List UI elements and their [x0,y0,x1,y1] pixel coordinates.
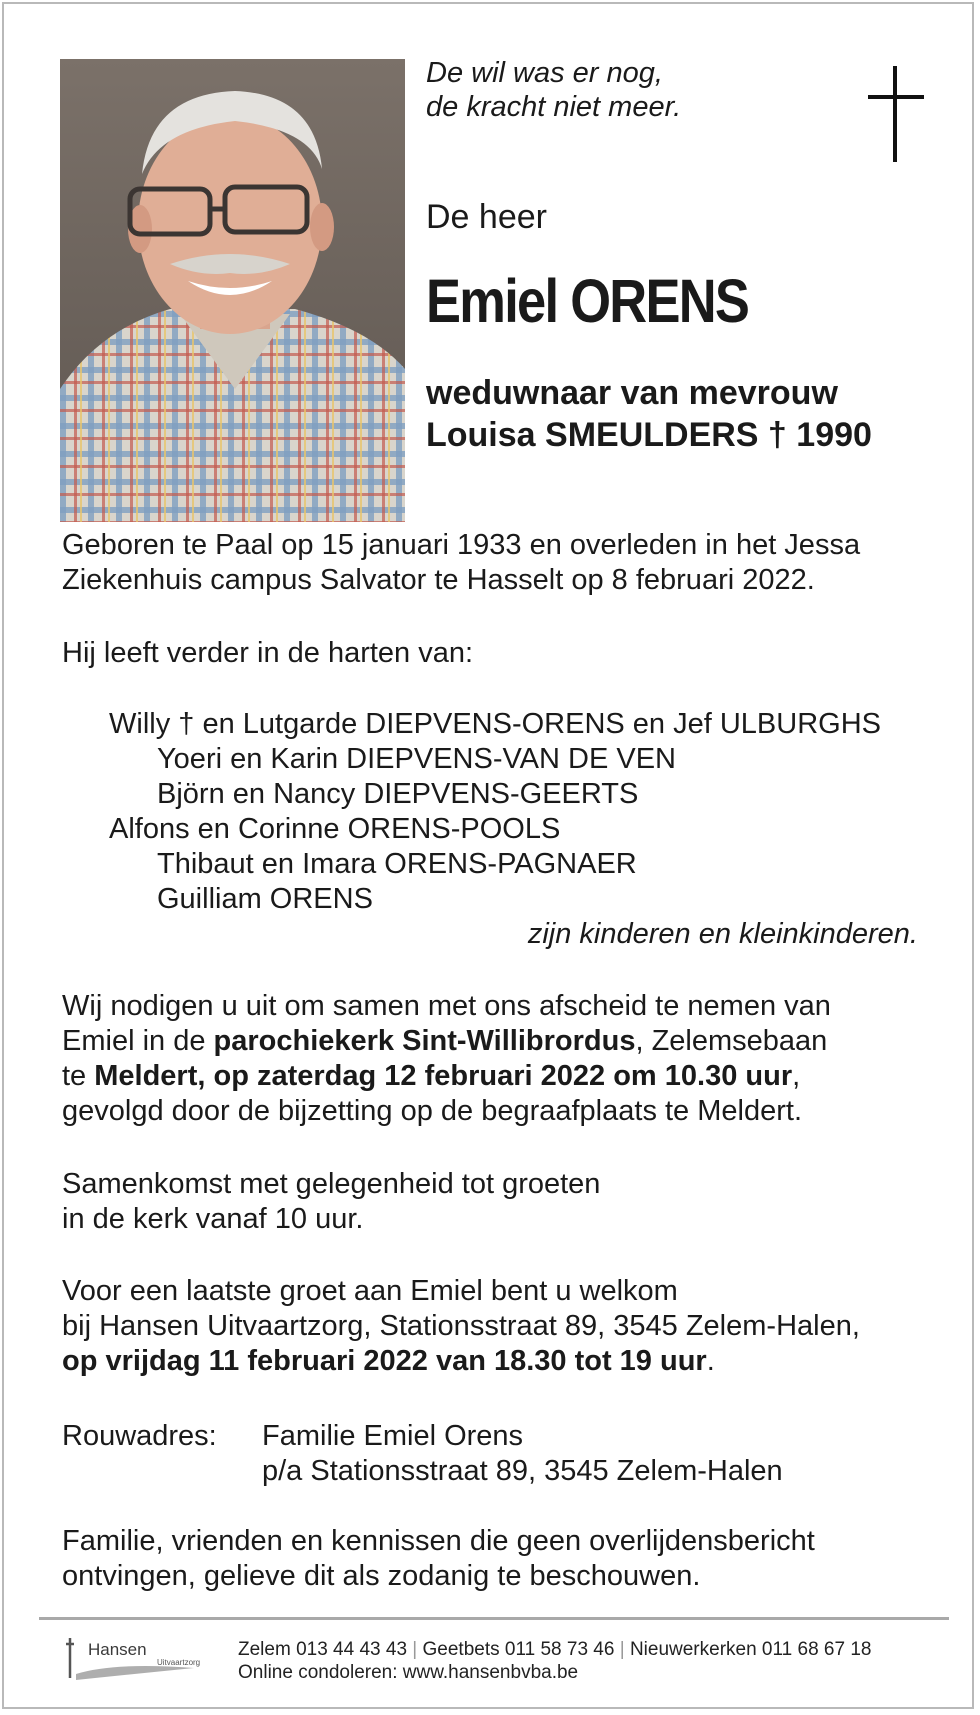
birth-line: Geboren te Paal op 15 januari 1933 en overleden in het Jessa [62,529,861,561]
widower-line: Louisa SMEULDERS † 1990 [426,416,872,454]
family-member: Thibaut en Imara ORENS-PAGNAER [157,848,637,880]
family-caption: zijn kinderen en kleinkinderen. [527,918,918,950]
footer-contact [238,1638,871,1684]
portrait-photo [60,59,405,522]
family-member: Guilliam ORENS [157,883,373,915]
hearts-intro: Hij leeft verder in de harten van: [62,637,474,669]
phone-zelem: Zelem 013 44 43 43 [238,1639,408,1660]
separator: | [412,1639,418,1660]
family-member: Yoeri en Karin DIEPVENS-VAN DE VEN [157,743,676,775]
birth-line: Ziekenhuis campus Salvator te Hasselt op 8 februari 2022. [62,564,815,596]
phone-geetbets: Geetbets 011 58 73 46 [422,1639,615,1660]
notice-line: Familie, vrienden en kennissen die geen overlijdensbericht [62,1525,815,1557]
visit-line: Voor een laatste groet aan Emiel bent u welkom [62,1275,678,1307]
mourning-address-label: Rouwadres: [62,1420,217,1452]
service-datetime: Meldert, op zaterdag 12 februari 2022 om 10.30 uur [94,1060,793,1092]
online-condolences: Online condoleren: www.hansenbvba.be [238,1662,579,1683]
notice-text [62,1524,815,1594]
obituary-card [2,2,974,1709]
motto [426,56,681,124]
address-line: p/a Stationsstraat 89, 3545 Zelem-Halen [262,1455,783,1487]
invite-line: te Meldert, op zaterdag 12 februari 2022 om 10.30 uur, [62,1060,801,1092]
gathering-info [62,1167,600,1237]
visitation-datetime: op vrijdag 11 februari 2022 van 18.30 tot 19 uur [62,1345,707,1377]
notice-line: ontvingen, gelieve dit als zodanig te beschouwen. [62,1560,701,1592]
phone-line [238,1638,871,1661]
mourning-address [262,1419,783,1489]
widower-of [426,372,872,456]
logo-subtitle: Uitvaartzorg [157,1658,201,1667]
gathering-line: in de kerk vanaf 10 uur. [62,1203,364,1235]
logo-name: Hansen [88,1640,147,1659]
funeral-invitation [62,989,831,1129]
visitation-info [62,1274,860,1379]
separator: | [619,1639,625,1660]
footer-divider [39,1617,949,1620]
visit-line: op vrijdag 11 februari 2022 van 18.30 tot 19 uur. [62,1345,715,1377]
church-name: parochiekerk Sint-Willibrordus [213,1025,636,1057]
family-member: Alfons en Corinne ORENS-POOLS [109,813,561,845]
family-member: Björn en Nancy DIEPVENS-GEERTS [157,778,639,810]
gathering-line: Samenkomst met gelegenheid tot groeten [62,1168,601,1200]
motto-line: de kracht niet meer. [426,91,682,123]
phone-nieuwerkerken: Nieuwerkerken 011 68 67 18 [629,1639,872,1660]
honorific: De heer [426,198,547,236]
visit-line: bij Hansen Uitvaartzorg, Stationsstraat 89, 3545 Zelem-Halen, [62,1310,860,1342]
family-member: Willy † en Lutgarde DIEPVENS-ORENS en Jef ULBURGHS [109,708,881,740]
invite-line: Wij nodigen u uit om samen met ons afscheid te nemen van [62,990,831,1022]
motto-line: De wil was er nog, [426,57,663,89]
widower-line: weduwnaar van mevrouw [426,374,838,412]
address-line: Familie Emiel Orens [262,1420,524,1452]
cross-icon [866,64,926,164]
invite-line: Emiel in de parochiekerk Sint-Willibrordus, Zelemsebaan [62,1025,828,1057]
deceased-name: Emiel ORENS [426,267,749,335]
birth-death-info [62,528,860,598]
invite-line: gevolgd door de bijzetting op de begraafplaats te Meldert. [62,1095,802,1127]
